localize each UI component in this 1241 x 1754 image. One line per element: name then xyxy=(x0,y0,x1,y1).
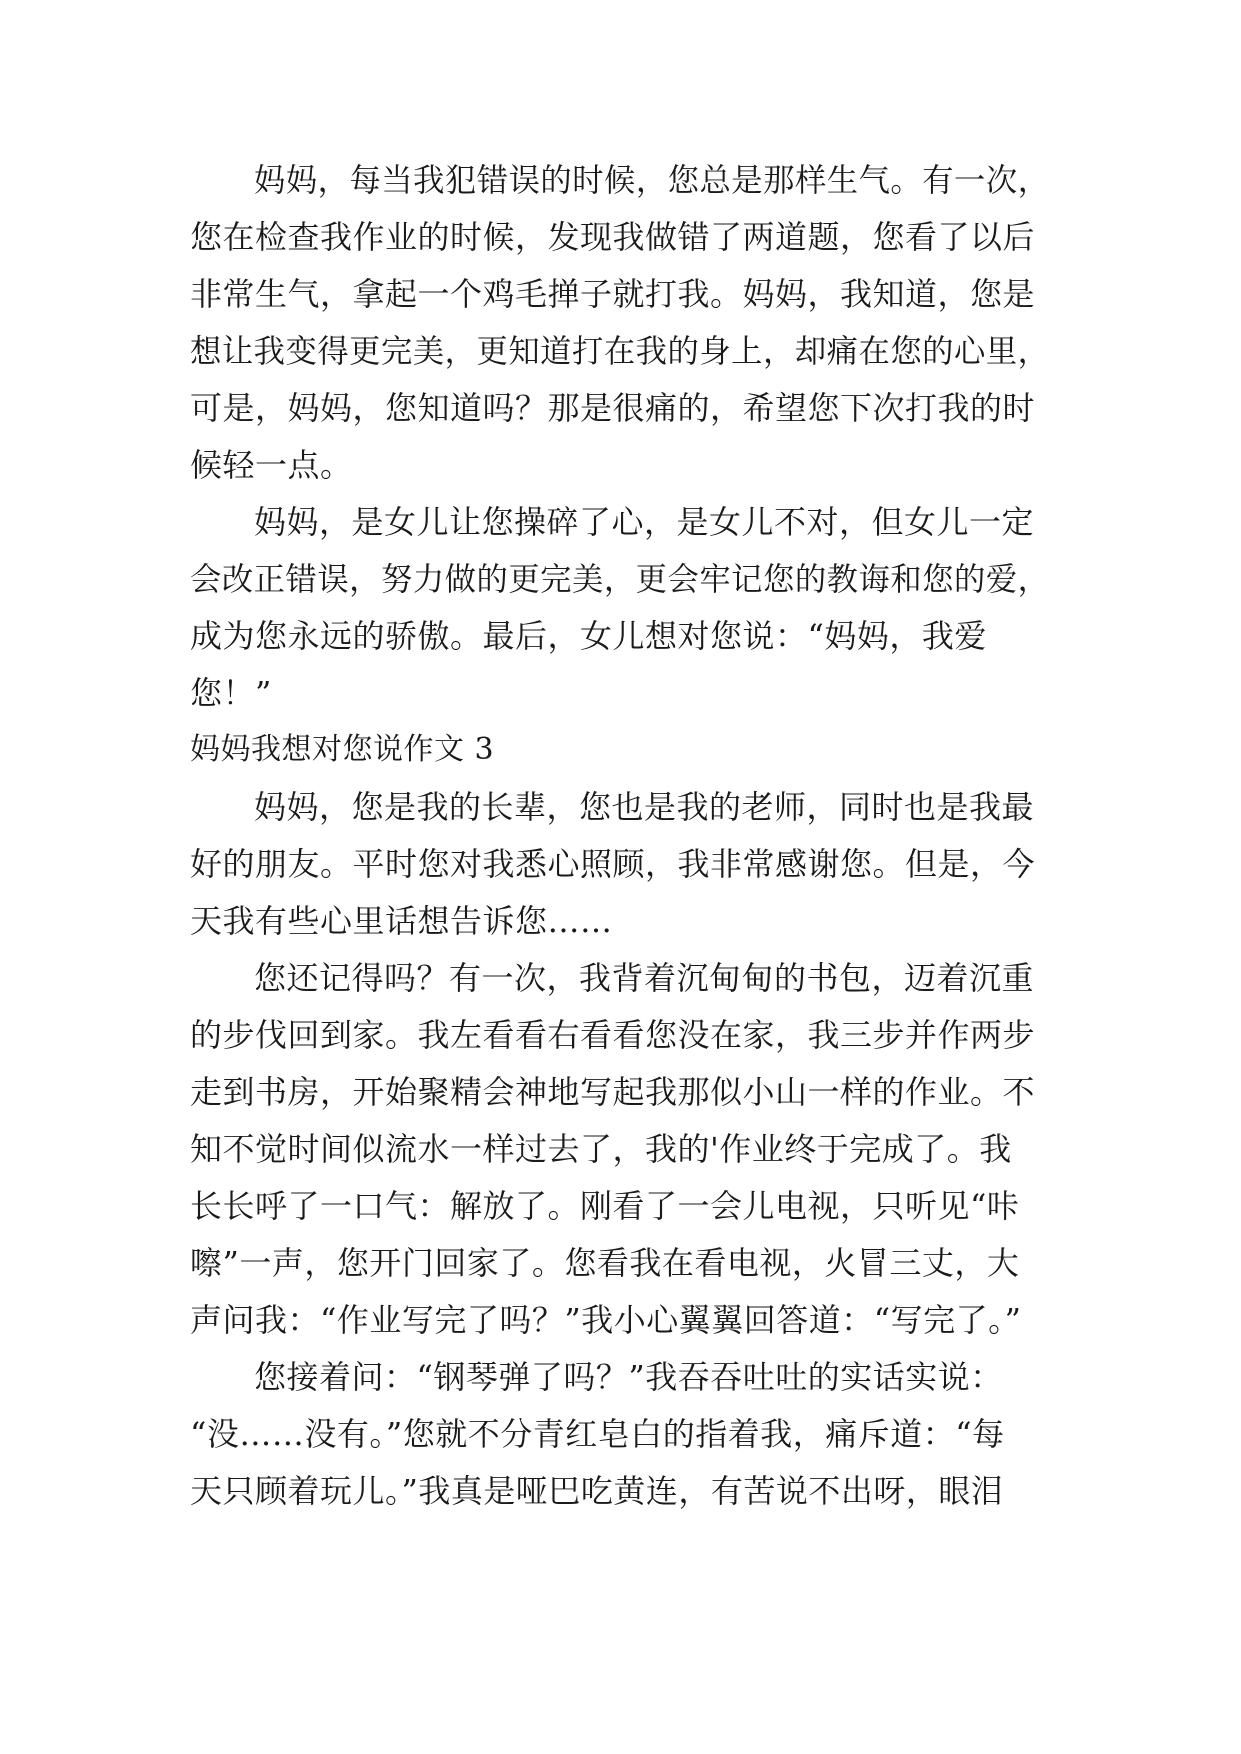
text-line: 天我有些心里话想告诉您…… xyxy=(190,902,613,940)
text-line: 长长呼了一口气：解放了。刚看了一会儿电视，只听见“咔 xyxy=(190,1187,1020,1225)
section-heading: 妈妈我想对您说作文 3 xyxy=(190,732,495,767)
text-line: 候轻一点。 xyxy=(190,446,353,484)
text-line: 走到书房，开始聚精会神地写起我那似小山一样的作业。不 xyxy=(190,1073,1036,1111)
text-line: “没……没有。”您就不分青红皂白的指着我，痛斥道：“每 xyxy=(190,1415,1005,1453)
text-line: 您在检查我作业的时候，发现我做错了两道题，您看了以后 xyxy=(190,218,1036,256)
text-line: 非常生气，拿起一个鸡毛掸子就打我。妈妈，我知道，您是 xyxy=(190,275,1036,313)
text-line: 好的朋友。平时您对我悉心照顾，我非常感谢您。但是，今 xyxy=(190,845,1036,883)
text-line: 天只顾着玩儿。”我真是哑巴吃黄连，有苦说不出呀，眼泪 xyxy=(190,1472,1004,1510)
text-line: 成为您永远的骄傲。最后，女儿想对您说：“妈妈，我爱 xyxy=(190,617,987,655)
text-line: 嚓”一声，您开门回家了。您看我在看电视，火冒三丈，大 xyxy=(190,1244,1020,1282)
text-line: 会改正错误，努力做的更完美，更会牢记您的教诲和您的爱， xyxy=(190,560,1050,598)
text-line: 知不觉时间似流水一样过去了，我的'作业终于完成了。我 xyxy=(190,1130,1012,1168)
text-line: 妈妈，是女儿让您操碎了心，是女儿不对，但女儿一定 xyxy=(254,503,1035,541)
text-line: 的步伐回到家。我左看看右看看您没在家，我三步并作两步 xyxy=(190,1016,1036,1054)
text-line: 可是，妈妈，您知道吗？那是很痛的，希望您下次打我的时 xyxy=(190,389,1036,427)
text-line: 妈妈，每当我犯错误的时候，您总是那样生气。有一次， xyxy=(254,161,1050,199)
text-line: 您还记得吗？有一次，我背着沉甸甸的书包，迈着沉重 xyxy=(254,959,1035,997)
text-line: 想让我变得更完美，更知道打在我的身上，却痛在您的心里， xyxy=(190,332,1050,370)
text-line: 妈妈，您是我的长辈，您也是我的老师，同时也是我最 xyxy=(254,788,1035,826)
text-line: 您接着问：“钢琴弹了吗？”我吞吞吐吐的实话实说： xyxy=(254,1358,1003,1396)
text-line: 您！” xyxy=(190,674,272,712)
text-line: 声问我：“作业写完了吗？”我小心翼翼回答道：“写完了。” xyxy=(190,1301,1022,1339)
